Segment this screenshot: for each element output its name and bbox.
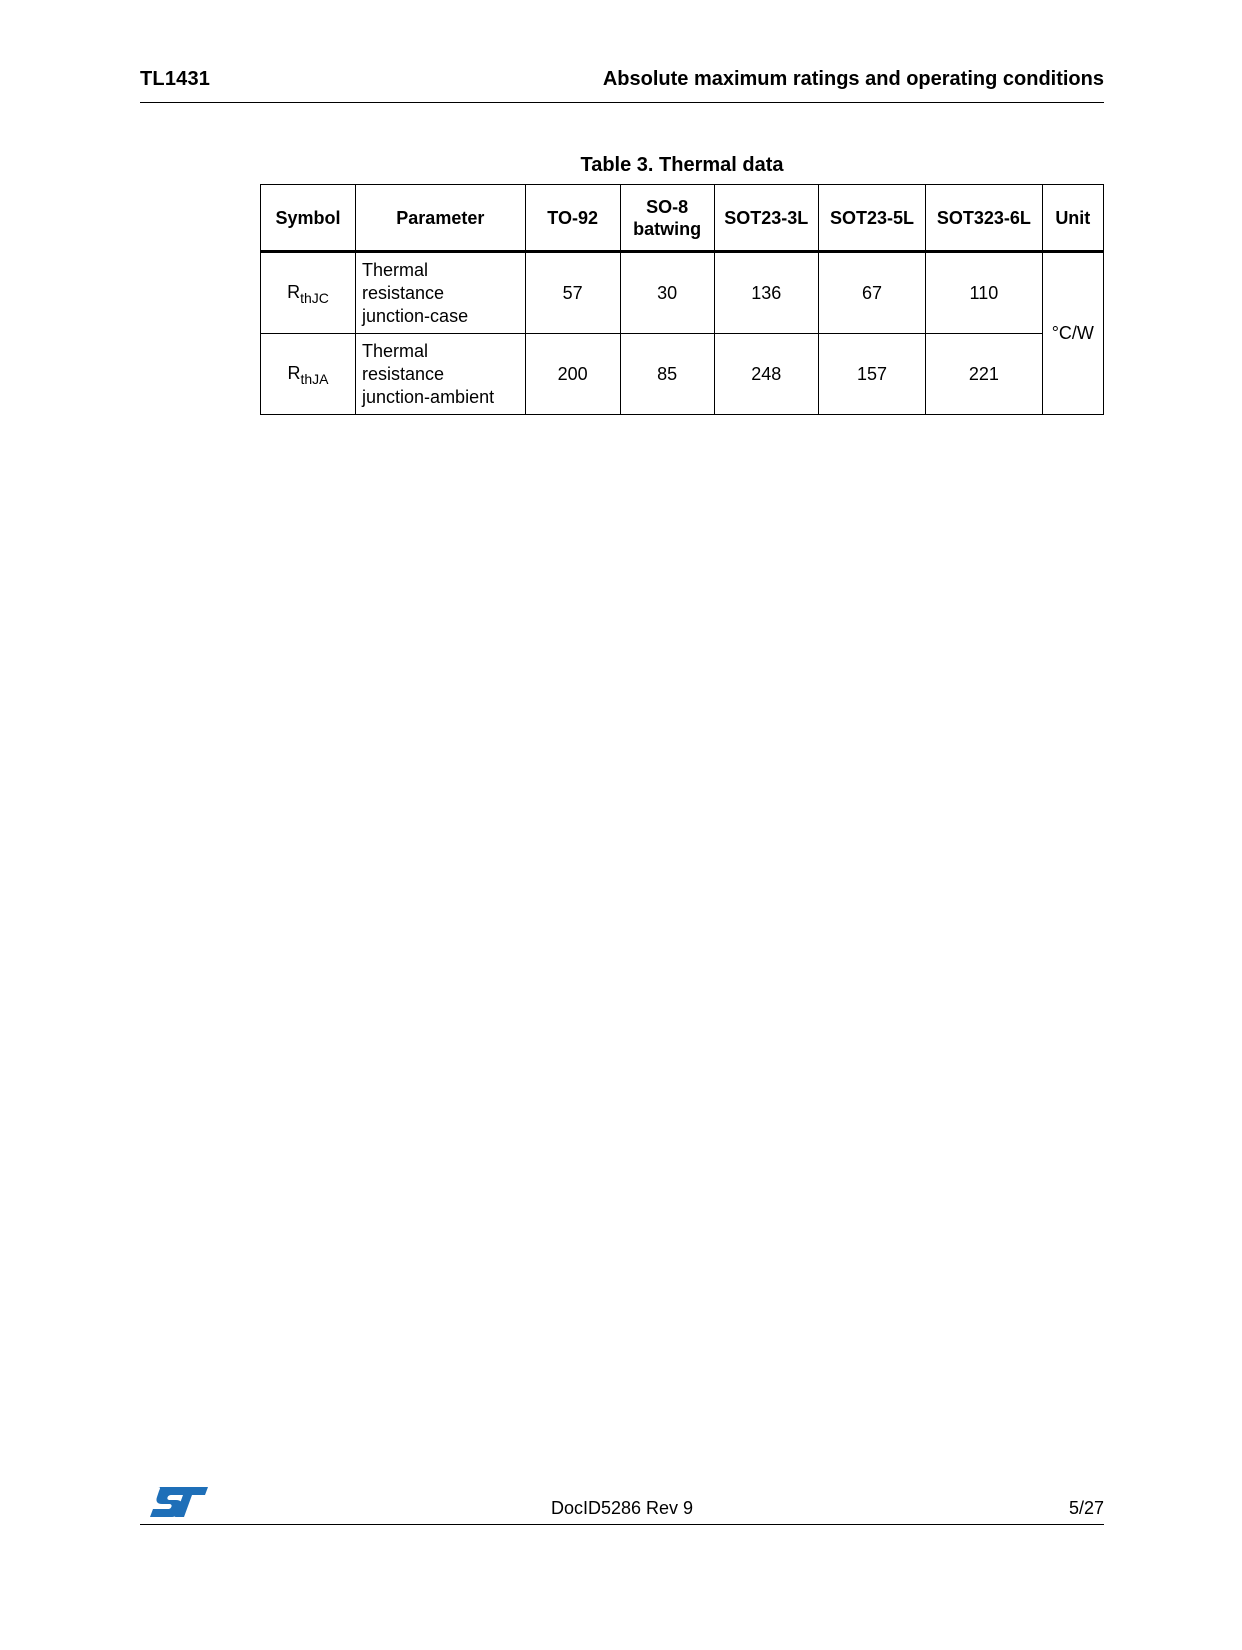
value-cell-to92: 200 xyxy=(525,334,620,415)
parameter-line: junction-case xyxy=(362,305,469,326)
document-title: TL1431 xyxy=(140,68,211,90)
column-header-unit: Unit xyxy=(1042,185,1103,252)
value-cell-so8: 30 xyxy=(620,252,714,334)
column-header-sot323-6l: SOT323-6L xyxy=(926,185,1042,252)
parameter-line: resistance xyxy=(362,363,445,384)
symbol-subscript: thJC xyxy=(300,290,329,306)
thermal-data-table xyxy=(260,184,1104,415)
value-cell-sot23-3l: 136 xyxy=(714,252,818,334)
section-title: Absolute maximum ratings and operating conditions xyxy=(602,68,1104,90)
table-header-row xyxy=(261,185,1104,252)
parameter-line: junction-ambient xyxy=(362,386,495,407)
column-header-to92: TO-92 xyxy=(525,185,620,252)
value-cell-sot323-6l: 110 xyxy=(926,252,1042,334)
column-header-sot23-5l: SOT23-5L xyxy=(818,185,925,252)
value-cell-sot323-6l: 221 xyxy=(926,334,1042,415)
table-caption: Table 3. Thermal data xyxy=(580,154,784,176)
symbol-subscript: thJA xyxy=(300,371,329,387)
column-header-so8-batwing: SO-8 batwing xyxy=(620,185,714,252)
value-cell-sot23-5l: 67 xyxy=(818,252,925,334)
value-cell-to92: 57 xyxy=(525,252,620,334)
table-row xyxy=(261,334,1104,415)
parameter-cell xyxy=(356,252,526,334)
column-header-symbol: Symbol xyxy=(261,185,356,252)
value-cell-sot23-3l: 248 xyxy=(714,334,818,415)
page-number: 5/27 xyxy=(1068,1498,1104,1518)
parameter-line: Thermal xyxy=(362,259,429,280)
page-header xyxy=(140,62,1104,103)
parameter-line: resistance xyxy=(362,282,445,303)
value-cell-sot23-5l: 157 xyxy=(818,334,925,415)
symbol-cell xyxy=(261,252,356,334)
symbol-main: R xyxy=(287,363,301,383)
column-header-sot23-3l: SOT23-3L xyxy=(714,185,818,252)
symbol-cell xyxy=(261,334,356,415)
column-header-parameter: Parameter xyxy=(356,185,526,252)
value-cell-so8: 85 xyxy=(620,334,714,415)
table-row xyxy=(261,252,1104,334)
page-footer xyxy=(140,1480,1104,1525)
parameter-cell xyxy=(356,334,526,415)
symbol-main: R xyxy=(287,282,301,302)
unit-cell: °C/W xyxy=(1042,252,1103,415)
document-id: DocID5286 Rev 9 xyxy=(550,1498,694,1518)
parameter-line: Thermal xyxy=(362,340,429,361)
